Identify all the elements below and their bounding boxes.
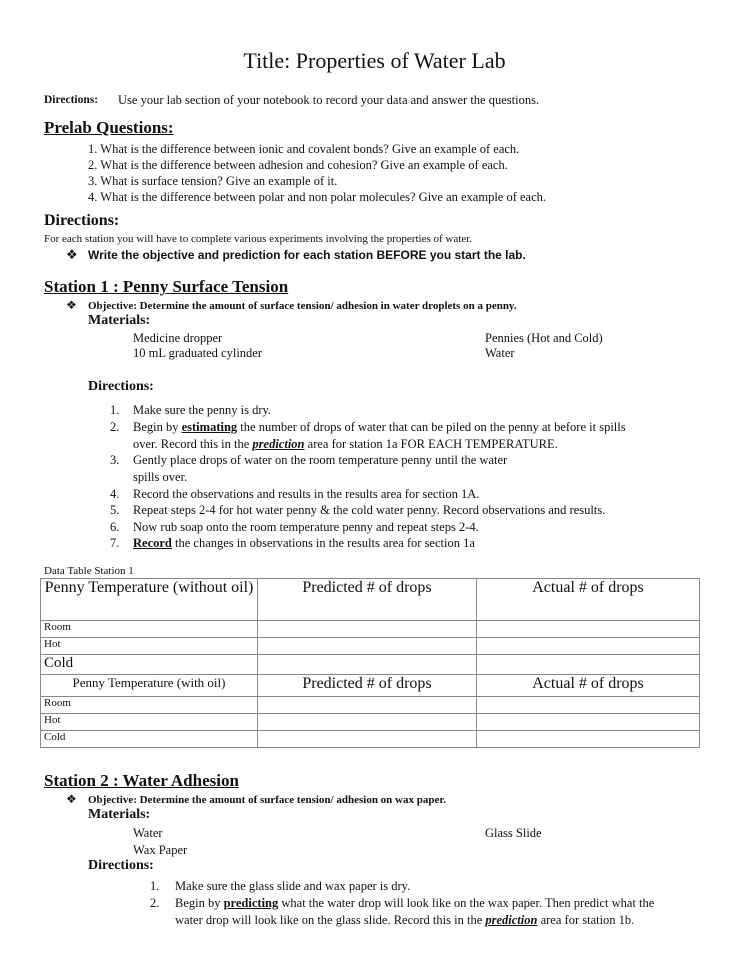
- diamond-bullet-icon: ❖: [66, 247, 78, 262]
- header-cell: Actual # of drops: [477, 579, 700, 621]
- table-row: [41, 638, 700, 655]
- header-cell: Penny Temperature (with oil): [41, 675, 258, 697]
- prelab-heading: Prelab Questions:: [44, 118, 174, 137]
- row-label: Cold: [41, 731, 258, 748]
- station1-objective: Objective: Determine the amount of surface tension/ adhesion in water droplets on a penny.: [88, 300, 517, 312]
- prelab-item: 2. What is the difference between adhesion and cohesion? Give an example of each.: [88, 158, 508, 172]
- step-text: Gently place drops of water on the room temperature penny until the water: [133, 453, 508, 467]
- cell-input[interactable]: [477, 731, 700, 748]
- step-number: 7.: [110, 536, 120, 550]
- station1-directions-heading: Directions:: [88, 379, 154, 394]
- step-text: spills over.: [133, 470, 188, 484]
- material-item: Wax Paper: [133, 843, 188, 857]
- data-table-station1: [40, 578, 700, 748]
- step-text: Repeat steps 2-4 for hot water penny & the cold water penny. Record observations and results.: [133, 503, 606, 517]
- table-row: [41, 697, 700, 714]
- table-row: [41, 621, 700, 638]
- station1-materials-heading: Materials:: [88, 313, 151, 328]
- table-row: [41, 731, 700, 748]
- cell-input[interactable]: [477, 638, 700, 655]
- step-text: Now rub soap onto the room temperature penny and repeat steps 2-4.: [133, 520, 479, 534]
- table-row: [41, 714, 700, 731]
- header-cell: Predicted # of drops: [258, 579, 477, 621]
- step-text: Make sure the glass slide and wax paper is dry.: [175, 879, 411, 893]
- cell-input[interactable]: [258, 731, 477, 748]
- cell-input[interactable]: [258, 621, 477, 638]
- cell-input[interactable]: [258, 655, 477, 675]
- directions-heading: Directions:: [44, 212, 120, 229]
- step-text: Begin by estimating the number of drops of water that can be piled on the penny at before it spills: [133, 420, 626, 434]
- step-number: 2.: [110, 420, 120, 434]
- prelab-item: 1. What is the difference between ionic and covalent bonds? Give an example of each.: [88, 142, 520, 156]
- row-label: Cold: [41, 655, 258, 675]
- step-text: water drop will look like on the glass slide. Record this in the prediction area for station 1b.: [175, 913, 635, 927]
- directions-body: For each station you will have to complete various experiments involving the properties of water.: [44, 233, 472, 245]
- step-number: 1.: [150, 879, 160, 893]
- material-item: 10 mL graduated cylinder: [133, 346, 263, 360]
- material-item: Pennies (Hot and Cold): [485, 331, 603, 345]
- material-item: Glass Slide: [485, 826, 542, 840]
- table-caption: Data Table Station 1: [44, 565, 134, 577]
- material-item: Water: [133, 826, 163, 840]
- step-text: over. Record this in the prediction area for station 1a FOR EACH TEMPERATURE.: [133, 437, 558, 451]
- cell-input[interactable]: [258, 638, 477, 655]
- diamond-bullet-icon: ❖: [66, 792, 77, 806]
- prelab-item: 4. What is the difference between polar and non polar molecules? Give an example of each.: [88, 190, 547, 204]
- directions-bullet: Write the objective and prediction for each station BEFORE you start the lab.: [88, 248, 526, 262]
- station2-directions-heading: Directions:: [88, 858, 154, 873]
- cell-input[interactable]: [477, 697, 700, 714]
- cell-input[interactable]: [477, 621, 700, 638]
- step-number: 4.: [110, 487, 120, 501]
- step-text: Begin by predicting what the water drop will look like on the wax paper. Then predict what the: [175, 896, 655, 910]
- cell-input[interactable]: [477, 655, 700, 675]
- station2-materials-heading: Materials:: [88, 807, 151, 822]
- row-label: Room: [41, 621, 258, 638]
- header-cell: Actual # of drops: [477, 675, 700, 697]
- step-number: 5.: [110, 503, 120, 517]
- directions-text: Use your lab section of your notebook to record your data and answer the questions.: [118, 93, 540, 107]
- row-label: Room: [41, 697, 258, 714]
- station2-objective: Objective: Determine the amount of surface tension/ adhesion on wax paper.: [88, 794, 446, 806]
- step-text: Record the observations and results in the results area for section 1A.: [133, 487, 480, 501]
- header-cell: Penny Temperature (without oil): [41, 579, 258, 621]
- cell-input[interactable]: [477, 714, 700, 731]
- step-number: 6.: [110, 520, 120, 534]
- row-label: Hot: [41, 638, 258, 655]
- step-number: 2.: [150, 896, 160, 910]
- table-header-row: [41, 579, 700, 621]
- material-item: Water: [485, 346, 515, 360]
- diamond-bullet-icon: ❖: [66, 298, 77, 312]
- prelab-item: 3. What is surface tension? Give an example of it.: [88, 174, 338, 188]
- step-number: 3.: [110, 453, 120, 467]
- table-row: [41, 655, 700, 675]
- station2-heading: Station 2 : Water Adhesion: [44, 771, 239, 790]
- station1-heading: Station 1 : Penny Surface Tension: [44, 277, 289, 296]
- material-item: Medicine dropper: [133, 331, 223, 345]
- cell-input[interactable]: [258, 714, 477, 731]
- cell-input[interactable]: [258, 697, 477, 714]
- directions-label: Directions:: [44, 94, 99, 106]
- page-title: Title: Properties of Water Lab: [243, 48, 506, 73]
- step-text: Make sure the penny is dry.: [133, 403, 272, 417]
- header-cell: Predicted # of drops: [258, 675, 477, 697]
- step-text: Record the changes in observations in the results area for section 1a: [133, 536, 475, 550]
- step-number: 1.: [110, 403, 120, 417]
- row-label: Hot: [41, 714, 258, 731]
- table-header-row: [41, 675, 700, 697]
